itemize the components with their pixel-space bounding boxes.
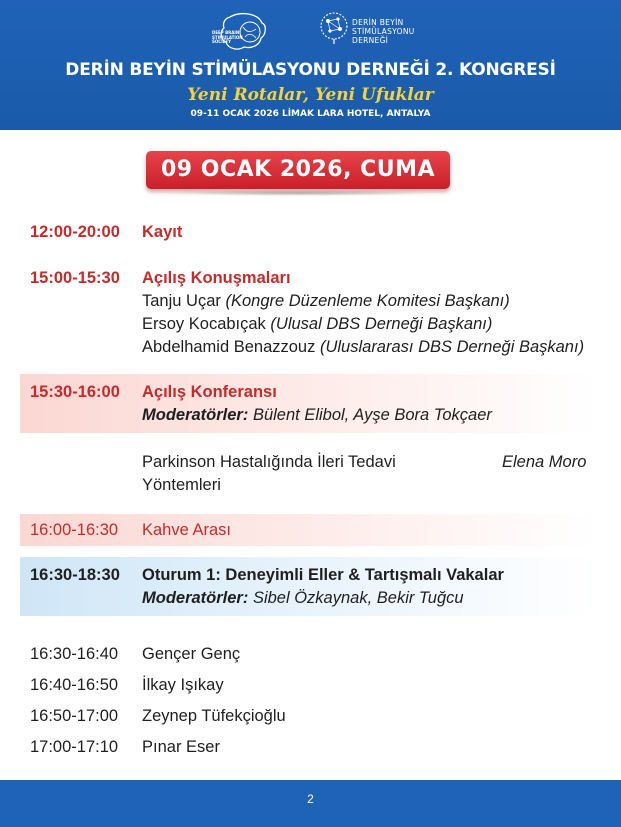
speaker-name: Ersoy Kocabıçak [142,315,266,333]
logo-right-line-1: DERİN BEYİN [352,18,404,27]
dbs-dernegi-logo [318,11,418,53]
congress-title: DERİN BEYİN STİMÜLASYONU DERNEĞİ 2. KONGRESİ [65,60,556,80]
conference-moderators [142,404,492,427]
talk-speaker: Gençer Genç [142,645,241,663]
talk-time: 16:50-17:00 [30,707,119,725]
talk-speaker: Elena Moro [502,453,587,471]
break-title: Kahve Arası [142,521,231,539]
header [0,0,621,130]
talk-speaker: Pınar Eser [142,738,220,756]
speaker-role: (Kongre Düzenleme Komitesi Başkanı) [225,292,510,310]
registration-title: Kayıt [142,223,183,241]
talk-speaker: Zeynep Tüfekçioğlu [142,707,286,725]
logo-left-line-1: DEEP BRAIN [212,30,240,35]
logo-left-line-2: STIMULATION [212,34,243,40]
break-time: 16:00-16:30 [30,521,119,539]
moderators-names: Sibel Özkaynak, Bekir Tuğcu [252,589,464,607]
speaker-name: Tanju Uçar [142,292,221,310]
moderators-names: Bülent Elibol, Ayşe Bora Tokçaer [252,406,492,424]
congress-subtitle: Yeni Rotalar, Yeni Ufuklar [187,85,434,105]
logo-left-line-3: SOCIETY [212,39,232,44]
opening-speaker [142,336,584,359]
opening-speaker [142,313,492,336]
session-moderators [142,587,464,610]
speaker-role: (Ulusal DBS Derneği Başkanı) [270,315,493,333]
opening-title: Açılış Konuşmaları [142,269,291,287]
congress-venue: 09-11 OCAK 2026 LİMAK LARA HOTEL, ANTALYA [190,109,431,119]
page-number: 2 [307,792,314,806]
talk-speaker: İlkay Işıkay [142,676,224,694]
registration-time: 12:00-20:00 [30,223,120,241]
session-title: Oturum 1: Deneyimli Eller & Tartışmalı Vakalar [142,566,504,584]
moderators-label: Moderatörler: [142,406,249,424]
speaker-role: (Uluslararası DBS Derneği Başkanı) [319,338,585,356]
footer [0,780,621,827]
logo-right-line-3: DERNEĞİ [352,36,389,45]
dbs-society-logo [210,11,272,53]
conference-title: Açılış Konferansı [142,383,277,401]
talk-title-line-2: Yöntemleri [142,476,221,494]
moderators-label: Moderatörler: [142,589,249,607]
opening-time: 15:00-15:30 [30,269,120,287]
talk-title-line-1: Parkinson Hastalığında İleri Tedavi [142,453,396,471]
day-banner-shadow [170,190,426,196]
opening-speaker [142,290,510,313]
neuron-brain-icon [318,11,350,45]
speaker-name: Abdelhamid Benazzouz [142,338,316,356]
session-time: 16:30-18:30 [30,566,120,584]
talk-time: 16:30-16:40 [30,645,119,663]
day-banner [146,151,450,189]
talk-time: 16:40-16:50 [30,676,119,694]
conference-time: 15:30-16:00 [30,383,120,401]
talk-time: 17:00-17:10 [30,738,119,756]
day-label: 09 OCAK 2026, CUMA [160,157,436,182]
logo-right-line-2: STİMÜLASYONU [352,27,415,36]
